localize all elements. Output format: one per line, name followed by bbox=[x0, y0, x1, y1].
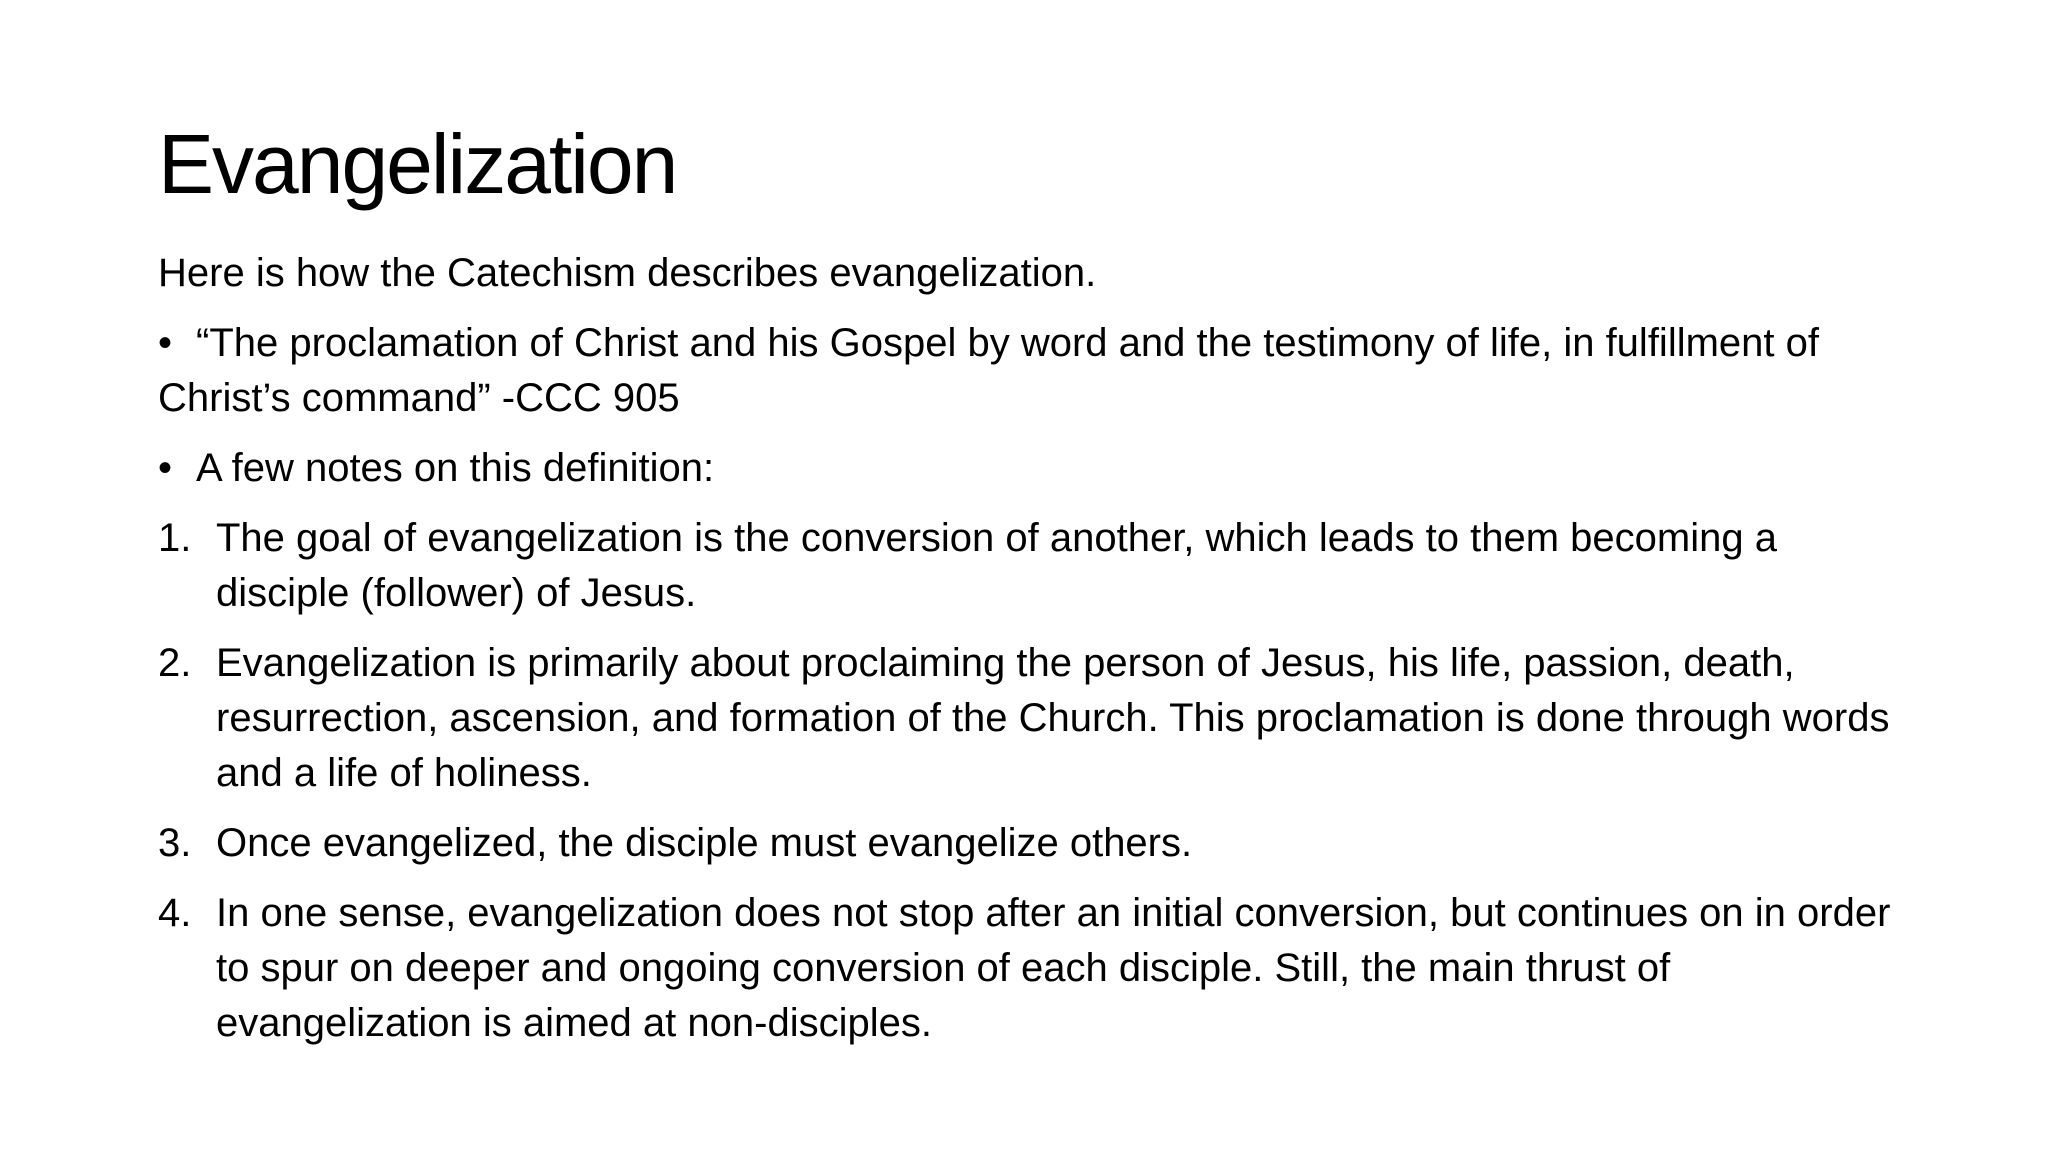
slide-title: Evangelization bbox=[158, 117, 677, 211]
numbered-item bbox=[158, 511, 1908, 621]
item-number: 1. bbox=[158, 516, 192, 560]
numbered-item bbox=[158, 816, 1908, 871]
numbered-item bbox=[158, 636, 1908, 801]
item-number: 4. bbox=[158, 891, 192, 935]
intro-text: Here is how the Catechism describes evangelization. bbox=[158, 251, 1097, 295]
item-text: The goal of evangelization is the conversion of another, which leads to them becoming a disciple (follower) of Jesus. bbox=[216, 516, 1777, 615]
bullet-mark: • bbox=[158, 321, 173, 365]
bullet-mark: • bbox=[158, 446, 173, 490]
bullet-item bbox=[158, 316, 1908, 426]
item-number: 3. bbox=[158, 821, 192, 865]
slide-body bbox=[158, 246, 1908, 1066]
bullet-text: “The proclamation of Christ and his Gospel by word and the testimony of life, in fulfillment of Christ’s command” -CCC 905 bbox=[158, 321, 1819, 420]
item-text: In one sense, evangelization does not stop after an initial conversion, but continues on in order to spur on deeper and ongoing conversion of each disciple. Still, the main thrust of evangelization is aimed at non-disciples. bbox=[216, 891, 1891, 1045]
item-text: Evangelization is primarily about proclaiming the person of Jesus, his life, passion, death, resurrection, ascension, and formation of the Church. This proclamation is done through words and a life of holiness. bbox=[216, 641, 1890, 795]
numbered-item bbox=[158, 886, 1908, 1051]
item-text: Once evangelized, the disciple must evangelize others. bbox=[216, 821, 1193, 865]
bullet-item bbox=[158, 441, 1908, 496]
item-number: 2. bbox=[158, 641, 192, 685]
bullet-text: A few notes on this definition: bbox=[196, 446, 715, 490]
